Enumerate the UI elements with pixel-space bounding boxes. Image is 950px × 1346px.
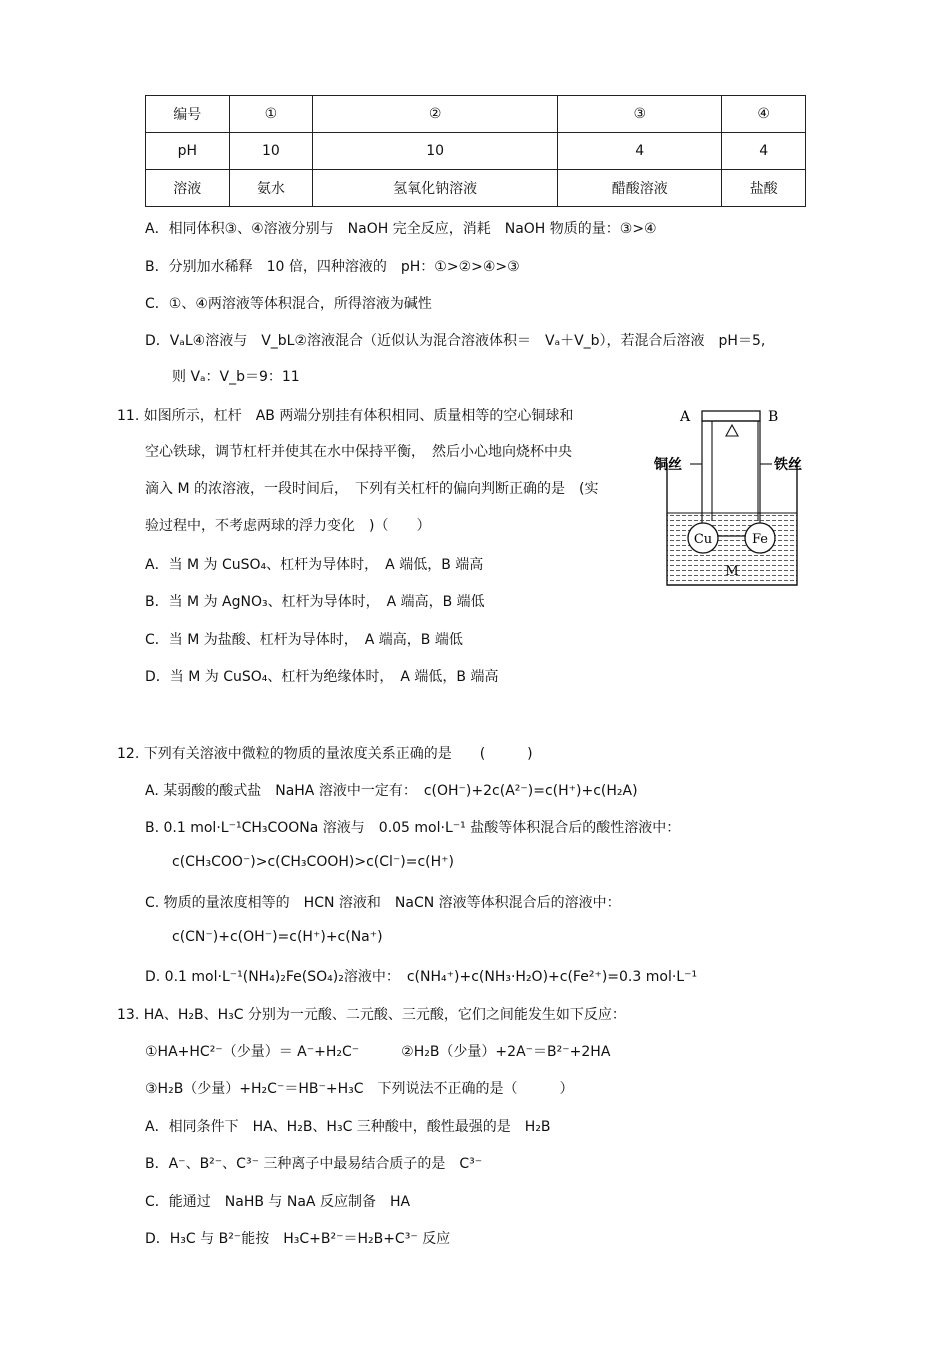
- label-m: M: [725, 564, 739, 579]
- label-b: B: [768, 409, 779, 425]
- label-cu: Cu: [693, 532, 713, 547]
- q13-option-d: D．H₃C 与 B²⁻能按 H₃C+B²⁻＝H₂B+C³⁻ 反应: [145, 1231, 451, 1247]
- table-cell: 氢氧化钠溶液: [313, 170, 558, 207]
- q13-reaction-3: ③H₂B（少量）+H₂C⁻＝HB⁻+H₃C 下列说法不正确的是（ ）: [145, 1081, 574, 1097]
- fulcrum-icon: [726, 425, 738, 436]
- q10-option-d-cont: 则 Vₐ：V_b＝9：11: [172, 369, 300, 385]
- label-fe-wire: 铁丝: [774, 457, 802, 473]
- q12-option-a: A. 某弱酸的酸式盐 NaHA 溶液中一定有： c(OH⁻)+2c(A²⁻)=c(H⁺)+c(H₂A): [145, 783, 638, 799]
- q10-option-c: C．①、④两溶液等体积混合，所得溶液为碱性: [145, 296, 432, 312]
- q11-option-d: D．当 M 为 CuSO₄、杠杆为绝缘体时， A 端低，B 端高: [145, 669, 499, 685]
- q12-option-c-cont: c(CN⁻)+c(OH⁻)=c(H⁺)+c(Na⁺): [172, 929, 383, 945]
- q11-option-c: C．当 M 为盐酸、杠杆为导体时， A 端高，B 端低: [145, 632, 463, 648]
- table-cell: 醋酸溶液: [558, 170, 722, 207]
- table-cell: ③: [558, 96, 722, 133]
- q11-stem-line2: 空心铁球，调节杠杆并使其在水中保持平衡， 然后小心地向烧杯中央: [145, 444, 572, 460]
- q11-stem-line4: 验过程中，不考虑两球的浮力变化 )（ ）: [145, 518, 431, 534]
- table-cell: 编号: [146, 96, 230, 133]
- table-cell: 10: [229, 133, 313, 170]
- q13-reactions-1-2: ①HA+HC²⁻（少量）＝ A⁻+H₂C⁻ ②H₂B（少量）+2A⁻＝B²⁻+2HA: [145, 1044, 611, 1060]
- q12-stem: 12. 下列有关溶液中微粒的物质的量浓度关系正确的是 ( ): [117, 746, 533, 762]
- q11-stem-line1: 11. 如图所示，杠杆 AB 两端分别挂有体积相同、质量相等的空心铜球和: [117, 408, 574, 424]
- table-cell: 溶液: [146, 170, 230, 207]
- table-cell: 4: [558, 133, 722, 170]
- q13-option-b: B．A⁻、B²⁻、C³⁻ 三种离子中最易结合质子的是 C³⁻: [145, 1156, 483, 1172]
- ph-table: [145, 95, 806, 207]
- table-cell: 盐酸: [722, 170, 806, 207]
- q13-option-c: C．能通过 NaHB 与 NaA 反应制备 HA: [145, 1194, 411, 1210]
- table-cell: ④: [722, 96, 806, 133]
- table-cell: ①: [229, 96, 313, 133]
- q12-option-c: C. 物质的量浓度相等的 HCN 溶液和 NaCN 溶液等体积混合后的溶液中：: [145, 895, 621, 911]
- lever-beaker-diagram: [652, 403, 812, 593]
- q12-option-d: D. 0.1 mol·L⁻¹(NH₄)₂Fe(SO₄)₂溶液中： c(NH₄⁺)+c(NH₃·H₂O)+c(Fe²⁺)=0.3 mol·L⁻¹: [145, 969, 698, 985]
- table-row: [146, 96, 806, 133]
- q11-option-a: A．当 M 为 CuSO₄、杠杆为导体时， A 端低，B 端高: [145, 557, 484, 573]
- q11-option-b: B．当 M 为 AgNO₃、杠杆为导体时， A 端高，B 端低: [145, 594, 485, 610]
- q12-option-b-cont: c(CH₃COO⁻)>c(CH₃COOH)>c(Cl⁻)=c(H⁺): [172, 854, 455, 870]
- label-a: A: [680, 409, 691, 425]
- table-cell: ②: [313, 96, 558, 133]
- label-cu-wire: 铜丝: [654, 457, 682, 473]
- q12-option-b: B. 0.1 mol·L⁻¹CH₃COONa 溶液与 0.05 mol·L⁻¹ 盐酸等体积混合后的酸性溶液中：: [145, 820, 681, 836]
- table-cell: 10: [313, 133, 558, 170]
- q10-option-b: B．分别加水稀释 10 倍，四种溶液的 pH：①>②>④>③: [145, 259, 520, 275]
- lever-bar: [702, 411, 760, 421]
- table-cell: 4: [722, 133, 806, 170]
- table-row: [146, 133, 806, 170]
- label-fe: Fe: [751, 532, 769, 547]
- q10-option-d: D．VₐL④溶液与 V_bL②溶液混合（近似认为混合溶液体积＝ Vₐ＋V_b），若混合后溶液 pH＝5,: [145, 333, 766, 349]
- q11-stem-line3: 滴入 M 的浓溶液，一段时间后， 下列有关杠杆的偏向判断正确的是 (实: [145, 481, 599, 497]
- table-row: [146, 170, 806, 207]
- table-cell: pH: [146, 133, 230, 170]
- q13-stem: 13. HA、H₂B、H₃C 分别为一元酸、二元酸、三元酸，它们之间能发生如下反应：: [117, 1007, 626, 1023]
- q13-option-a: A．相同条件下 HA、H₂B、H₃C 三种酸中，酸性最强的是 H₂B: [145, 1119, 551, 1135]
- q10-option-a: A．相同体积③、④溶液分别与 NaOH 完全反应，消耗 NaOH 物质的量：③>④: [145, 221, 657, 237]
- table-cell: 氨水: [229, 170, 313, 207]
